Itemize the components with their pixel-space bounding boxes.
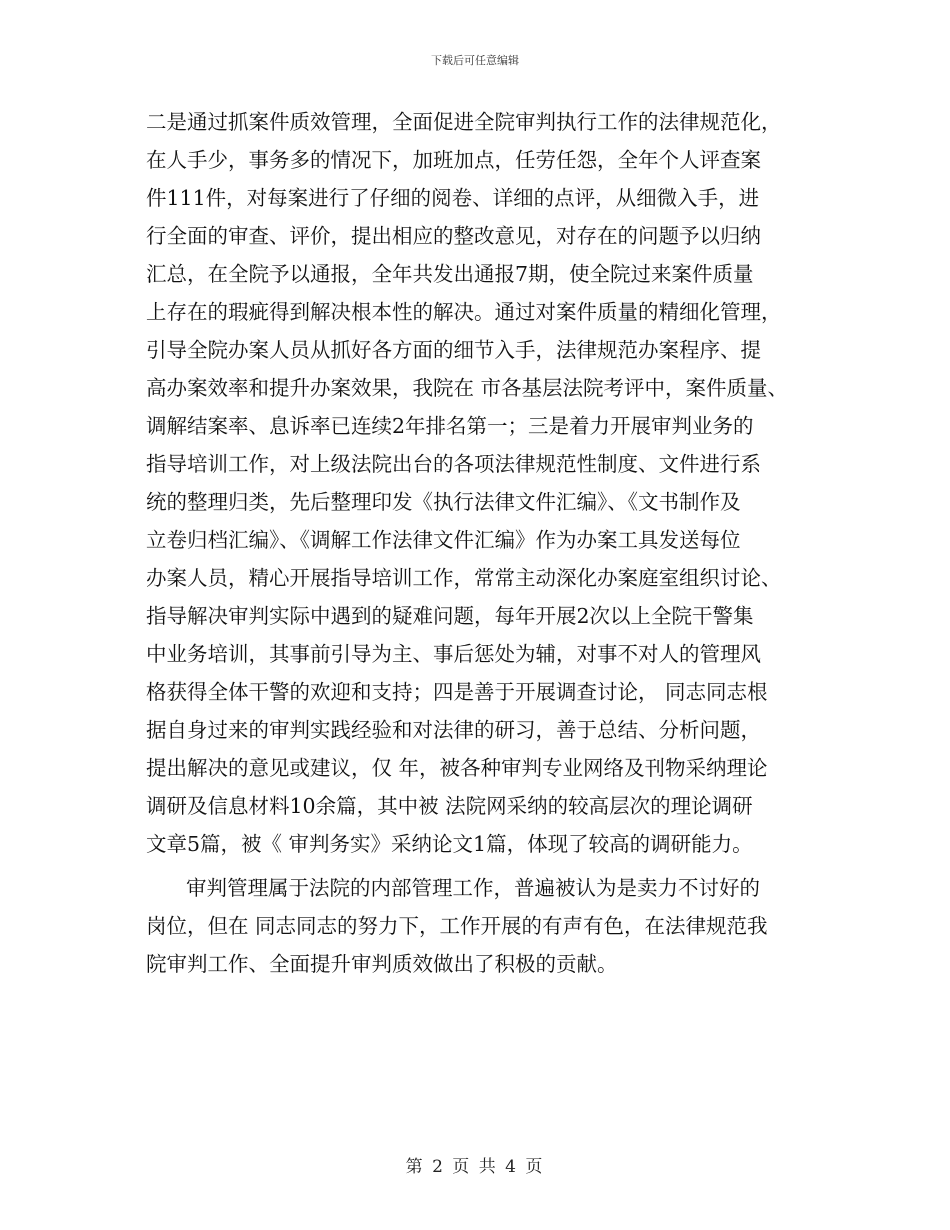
text-line: 调研及信息材料10余篇，其中被 法院网采纳的较高层次的理论调研 [146, 794, 753, 818]
paragraph-first-line: 审判管理属于法院的内部管理工作，普遍被认为是卖力不讨好的 [186, 876, 760, 900]
text-line: 调解结案率、息诉率已连续2年排名第一；三是着力开展审判业务的 [146, 414, 754, 438]
text-line: 在人手少，事务多的情况下，加班加点，任劳任怨，全年个人评查案 [146, 148, 761, 172]
text-line: 指导培训工作，对上级法院出台的各项法律规范性制度、文件进行系 [146, 452, 761, 476]
text-line: 上存在的瑕疵得到解决根本性的解决。通过对案件质量的精细化管理， [146, 300, 782, 324]
text-line: 指导解决审判实际中遇到的疑难问题，每年开展2次以上全院干警集 [146, 604, 754, 628]
text-line: 高办案效率和提升办案效果，我院在 市各基层法院考评中，案件质量、 [146, 376, 789, 400]
text-line: 提出解决的意见或建议，仅 年，被各种审判专业网络及刊物采纳理论 [146, 756, 768, 780]
text-line: 汇总，在全院予以通报，全年共发出通报7期，使全院过来案件质量 [146, 262, 754, 286]
text-line: 据自身过来的审判实践经验和对法律的研习，善于总结、分析问题， [146, 718, 761, 742]
text-line: 统的整理归类，先后整理印发《执行法律文件汇编》、《文书制作及 [146, 490, 741, 514]
text-line: 格获得全体干警的欢迎和支持；四是善于开展调查讨论， 同志同志根 [146, 680, 768, 704]
page-number: 第 2 页 共 4 页 [405, 1157, 545, 1177]
text-line: 中业务培训，其事前引导为主、事后惩处为辅，对事不对人的管理风 [146, 642, 761, 666]
text-line: 岗位，但在 同志同志的努力下，工作开展的有声有色，在法律规范我 [146, 914, 768, 938]
text-line: 院审判工作、全面提升审判质效做出了积极的贡献。 [146, 952, 618, 976]
text-line: 办案人员，精心开展指导培训工作，常常主动深化办案庭室组织讨论、 [146, 566, 782, 590]
text-line: 二是通过抓案件质效管理，全面促进全院审判执行工作的法律规范化， [146, 110, 782, 134]
text-line: 立卷归档汇编》、《调解工作法律文件汇编》作为办案工具发送每位 [146, 528, 741, 552]
text-line: 文章5篇，被《 审判务实》采纳论文1篇，体现了较高的调研能力。 [146, 832, 753, 856]
text-line: 引导全院办案人员从抓好各方面的细节入手，法律规范办案程序、提 [146, 338, 761, 362]
page-header: 下载后可任意编辑 [431, 54, 519, 67]
text-line: 件111件，对每案进行了仔细的阅卷、详细的点评，从细微入手，进 [146, 186, 760, 210]
text-line: 行全面的审查、评价，提出相应的整改意见，对存在的问题予以归纳 [146, 224, 761, 248]
